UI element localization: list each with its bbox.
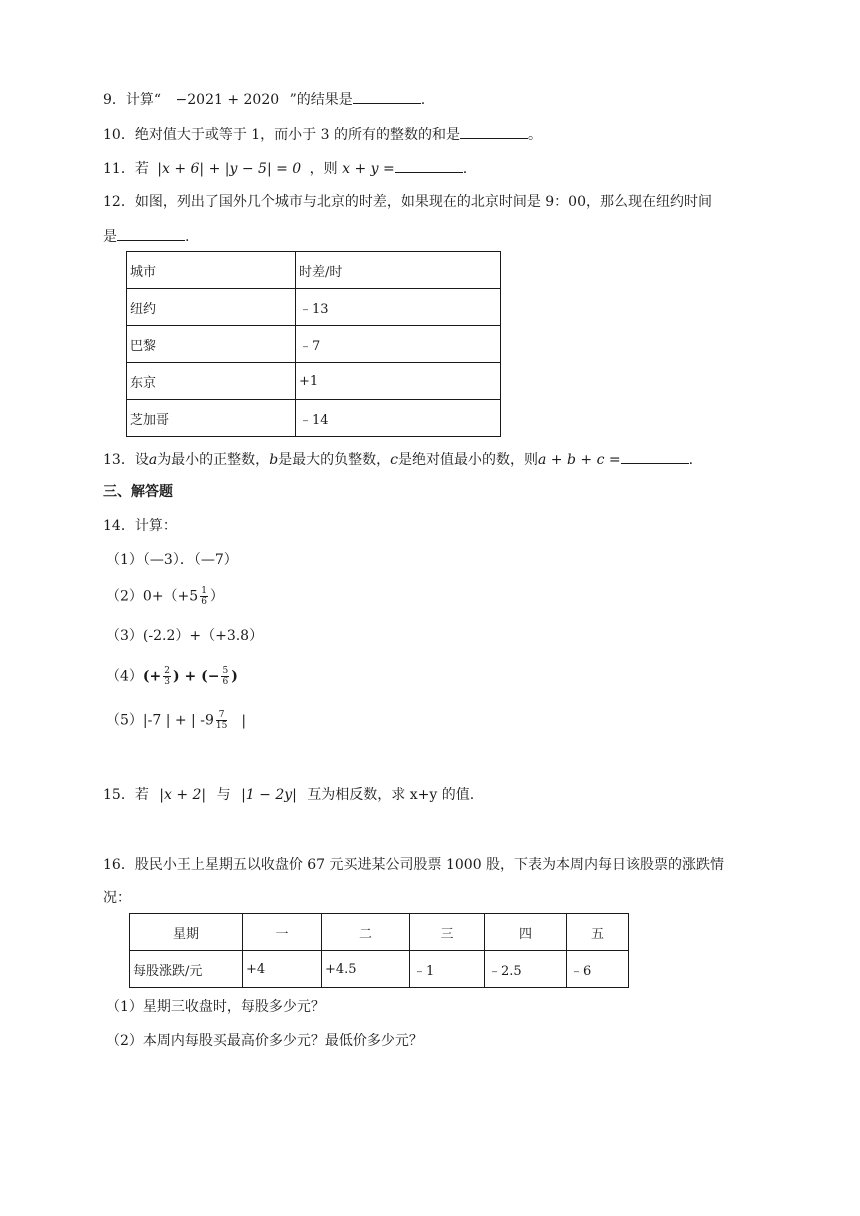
question-15: 15．若 |x + 2| 与 |1 − 2y| 互为相反数，求 x+y 的值. xyxy=(103,787,475,803)
table-cell: ﹣6 xyxy=(567,951,629,988)
fraction: $\frac{5}{6}$ xyxy=(222,666,229,687)
q14-part-3: （3）(-2.2）+（+3.8） xyxy=(106,628,264,644)
table-cell: ﹣1 xyxy=(410,951,485,988)
question-16-line1: 16．股民小王上星期五以收盘价 67 元买进某公司股票 1000 股，下表为本周内每日该股票的涨跌情 xyxy=(103,857,725,873)
q11-expression-2: x + y = xyxy=(342,161,395,177)
table-cell: ﹣2.5 xyxy=(485,951,567,988)
question-11: 11．若 |x + 6| + |y − 5| = 0 ，则 x + y = . xyxy=(103,158,467,179)
q14-part-5: （5）|-7 | + | -9 $\frac{7}{15}$ | xyxy=(106,710,247,731)
q14-part-4: （4）(+ $\frac{2}{3}$ ) + (− $\frac{5}{6}$ ) xyxy=(106,666,238,687)
table-header: 一 xyxy=(243,914,322,951)
answer-blank xyxy=(460,124,528,139)
q16-sub-1: （1）星期三收盘时，每股多少元？ xyxy=(106,999,325,1015)
city-time-table xyxy=(126,251,501,437)
table-cell: 东京 xyxy=(127,363,296,400)
answer-blank xyxy=(621,449,689,464)
table-cell: +1 xyxy=(296,363,501,400)
fraction: $\frac{7}{15}$ xyxy=(215,710,228,731)
question-13: 13．设a为最小的正整数，b是最大的负整数，c是绝对值最小的数，则a + b + c = . xyxy=(103,449,693,470)
question-12-line2: 是 . xyxy=(103,226,189,247)
table-header: 星期 xyxy=(130,914,243,951)
answer-blank xyxy=(395,158,463,173)
section-heading: 三、解答题 xyxy=(103,484,173,500)
question-14-title: 14．计算： xyxy=(103,518,177,534)
question-10: 10．绝对值大于或等于 1，而小于 3 的所有的整数的和是 。 xyxy=(103,124,542,145)
fraction: $\frac{1}{6}$ xyxy=(201,586,207,607)
table-cell: 芝加哥 xyxy=(127,400,296,437)
stock-table xyxy=(129,913,629,988)
answer-blank xyxy=(117,226,185,241)
table-cell: +4.5 xyxy=(322,951,410,988)
table-cell: ﹣13 xyxy=(296,289,501,326)
answer-blank xyxy=(353,89,421,104)
table-cell: 巴黎 xyxy=(127,326,296,363)
table-header: 四 xyxy=(485,914,567,951)
q11-expression: |x + 6| + |y − 5| = 0 xyxy=(157,161,302,177)
q9-expression: −2021 + 2020 xyxy=(175,92,280,108)
table-header: 时差/时 xyxy=(296,252,501,289)
question-12-line1: 12．如图，列出了国外几个城市与北京的时差，如果现在的北京时间是 9：00，那么现在纽约时间 xyxy=(103,194,712,210)
q14-part-2: （2）0+（+5 $\frac{1}{6}$ ） xyxy=(106,586,224,607)
table-header: 城市 xyxy=(127,252,296,289)
q16-sub-2: （2）本周内每股买最高价多少元？最低价多少元？ xyxy=(106,1033,423,1049)
question-16-line2: 况： xyxy=(103,890,131,906)
fraction: $\frac{2}{3}$ xyxy=(164,666,171,687)
question-9: 9．计算“ −2021 + 2020 ”的结果是 . xyxy=(103,89,425,110)
table-cell: ﹣14 xyxy=(296,400,501,437)
q14-part-1: （1）（—3）．（—7） xyxy=(106,552,238,568)
table-cell: 纽约 xyxy=(127,289,296,326)
table-header: 三 xyxy=(410,914,485,951)
table-row-label: 每股涨跌/元 xyxy=(130,951,243,988)
table-cell: +4 xyxy=(243,951,322,988)
table-header: 二 xyxy=(322,914,410,951)
table-cell: ﹣7 xyxy=(296,326,501,363)
table-header: 五 xyxy=(567,914,629,951)
